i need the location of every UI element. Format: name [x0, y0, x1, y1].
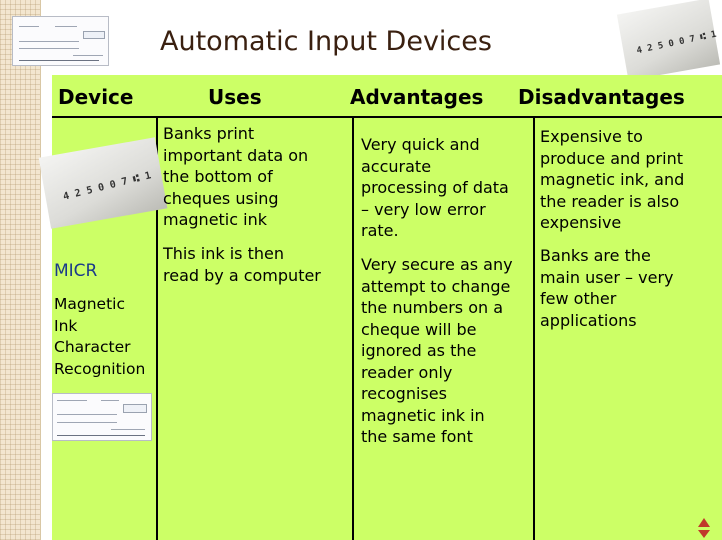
micr-code-text-device: 4 2 5 0 0 7 ⑆ 1 — [62, 170, 153, 203]
disadvantages-text-2: Banks are the main user – very few other applications — [540, 246, 674, 330]
device-abbreviation: MICR — [54, 261, 98, 281]
cheque-image-device — [52, 393, 152, 441]
advantages-text-1: Very quick and accurate processing of data – very low error rate. — [361, 135, 509, 240]
header-device: Device — [58, 85, 134, 109]
header-advantages: Advantages — [350, 85, 484, 109]
devices-table — [52, 75, 722, 540]
device-full-name: Magnetic Ink Character Recognition — [54, 295, 146, 378]
uses-text-1: Banks print important data on the bottom of cheques using magnetic ink — [163, 124, 309, 229]
column-divider-2 — [352, 116, 354, 540]
micr-code-text: 4 2 5 0 0 7 ⑆ 1 — [635, 29, 718, 57]
uses-text-2: This ink is then read by a computer — [163, 244, 321, 285]
header-disadvantages: Disadvantages — [518, 85, 685, 109]
advantages-text-2: Very secure as any attempt to change the numbers on a cheque will be ignored as the reader only recognises magnetic ink in the same font — [361, 255, 513, 446]
nav-up-arrow-icon[interactable] — [698, 518, 710, 527]
cheque-photo-device — [54, 157, 152, 209]
cheque-photo-top-right — [632, 16, 718, 63]
column-divider-3 — [533, 116, 535, 540]
left-decorative-strip — [0, 0, 41, 540]
cheque-image-top-left — [12, 16, 109, 66]
slide-title: Automatic Input Devices — [160, 26, 492, 57]
header-divider — [52, 116, 722, 118]
disadvantages-text-1: Expensive to produce and print magnetic ink, and the reader is also expensive — [540, 127, 685, 232]
nav-down-arrow-icon[interactable] — [698, 530, 710, 538]
header-uses: Uses — [208, 85, 262, 109]
